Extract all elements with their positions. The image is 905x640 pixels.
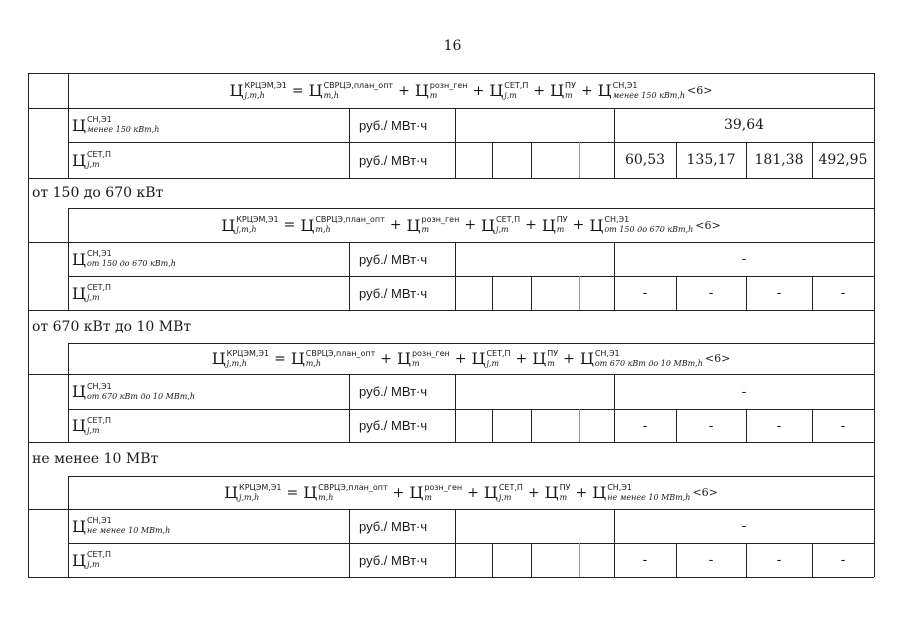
symbol-scripts <box>607 484 690 502</box>
price-symbol: Ц <box>72 283 86 303</box>
symbol-scripts <box>412 350 450 368</box>
col-divider <box>531 543 532 577</box>
price-symbol: Ц <box>481 215 495 235</box>
symbol-scripts <box>595 350 703 368</box>
superscript: СЕТ,П <box>496 215 521 224</box>
price-symbol: Ц <box>409 483 424 502</box>
symbol-scripts <box>87 417 111 435</box>
col-divider <box>531 142 532 178</box>
formula-term <box>300 216 384 235</box>
superscript: ПУ <box>556 215 568 224</box>
value-cell: 135,17 <box>686 152 736 168</box>
subscript: j,m <box>496 225 509 234</box>
symbol-scripts <box>315 216 385 234</box>
price-symbol: Ц <box>397 349 411 368</box>
formula-row <box>68 73 874 108</box>
price-symbol: Ц <box>72 249 86 269</box>
subscript: m,h <box>318 492 334 502</box>
plus-sign: + <box>467 484 479 501</box>
price-symbol: Ц <box>224 483 239 502</box>
symbol-scripts <box>486 350 510 368</box>
col-divider <box>579 276 580 310</box>
plus-sign: + <box>525 217 537 233</box>
superscript: СН,Э1 <box>607 482 633 492</box>
footnote-ref: <6> <box>704 352 731 365</box>
equals-sign: = <box>274 350 286 367</box>
symbol-scripts <box>565 82 576 100</box>
superscript: розн_ген <box>424 482 463 492</box>
subscript: j,m <box>498 492 512 502</box>
unit-cell: руб./ МВт·ч <box>359 518 428 534</box>
equals-sign: = <box>291 82 304 99</box>
symbol-scripts <box>87 517 170 535</box>
value-cell: 60,53 <box>624 152 666 168</box>
symbol-scripts <box>318 484 388 502</box>
formula-term <box>303 483 387 502</box>
plus-sign: + <box>464 217 477 233</box>
plus-sign: + <box>527 484 540 501</box>
row-label-sn <box>68 108 353 142</box>
value-cell: - <box>776 285 782 301</box>
superscript: ПУ <box>559 482 571 492</box>
page-number: 16 <box>443 38 462 54</box>
symbol-scripts <box>499 484 523 502</box>
formula-term <box>592 483 690 502</box>
subscript: не менее 10 МВт,h <box>607 492 691 502</box>
formula-term <box>407 216 460 235</box>
formula-lhs <box>224 483 281 502</box>
superscript: СН,Э1 <box>86 249 112 258</box>
col-divider <box>531 276 532 310</box>
symbol-scripts <box>87 151 111 169</box>
col-divider <box>492 276 493 310</box>
formula-term <box>472 349 511 368</box>
formula-term <box>589 216 693 235</box>
label-symbol <box>72 382 195 401</box>
symbol-scripts <box>547 350 558 368</box>
tariff-table <box>28 73 874 577</box>
symbol-scripts <box>324 82 394 100</box>
subscript: от 150 до 670 кВт,h <box>604 225 694 234</box>
price-symbol: Ц <box>72 150 86 170</box>
equals-sign: = <box>286 484 299 501</box>
subscript: от 670 кВт до 10 МВт,h <box>86 391 195 401</box>
symbol-scripts <box>227 350 269 368</box>
symbol-scripts <box>430 82 468 100</box>
formula-term <box>291 349 375 368</box>
value-cell: - <box>642 417 648 434</box>
subscript: j,m <box>486 358 500 368</box>
value-cell: - <box>708 552 714 568</box>
footnote-ref: <6> <box>687 84 713 97</box>
price-symbol: Ц <box>532 349 547 368</box>
value-cell: 492,95 <box>818 152 868 168</box>
price-symbol: Ц <box>72 115 86 135</box>
formula-term <box>545 483 571 502</box>
subscript: j,m,h <box>236 225 257 234</box>
subscript: m,h <box>315 225 331 234</box>
symbol-scripts <box>306 350 376 368</box>
label-symbol <box>72 116 159 135</box>
price-symbol: Ц <box>471 349 486 368</box>
superscript: СН,Э1 <box>604 215 630 224</box>
plus-sign: + <box>575 484 588 501</box>
row-label-set <box>68 543 353 577</box>
row-label-sn <box>68 509 353 543</box>
subscript: j,m,h <box>239 492 260 502</box>
value-cell: - <box>776 417 782 434</box>
price-symbol: Ц <box>211 349 226 368</box>
value-cell: - <box>840 285 846 301</box>
unit-cell: руб./ МВт·ч <box>359 552 428 568</box>
subscript: j,m <box>86 160 100 169</box>
symbol-scripts <box>87 116 159 134</box>
price-symbol: Ц <box>483 483 498 502</box>
label-symbol <box>72 551 111 570</box>
price-symbol: Ц <box>589 215 604 235</box>
formula-lhs <box>230 81 287 100</box>
superscript: СЕТ,П <box>86 415 112 425</box>
merged-value: 39,64 <box>723 117 765 133</box>
label-symbol <box>72 416 111 435</box>
symbol-scripts <box>87 383 195 401</box>
superscript: розн_ген <box>411 348 450 358</box>
footnote-ref: <6> <box>692 486 718 499</box>
plus-sign: + <box>398 82 410 99</box>
col-divider <box>579 142 580 178</box>
subscript: m <box>547 358 555 368</box>
label-symbol <box>72 250 176 269</box>
superscript: СН,Э1 <box>86 381 112 391</box>
equals-sign: = <box>283 217 296 233</box>
symbol-scripts <box>87 284 111 302</box>
col-divider <box>492 142 493 178</box>
formula-term <box>309 81 393 100</box>
formula-term <box>481 216 520 235</box>
symbol-scripts <box>236 216 278 234</box>
superscript: СВРЦЭ,план_опт <box>315 215 385 224</box>
formula-term <box>542 216 568 235</box>
formula-term <box>415 81 468 100</box>
unit-cell: руб./ МВт·ч <box>359 152 428 168</box>
symbol-scripts <box>424 484 462 502</box>
price-symbol: Ц <box>579 349 594 368</box>
subscript: m,h <box>323 90 339 100</box>
superscript: СВРЦЭ,план_опт <box>305 348 376 358</box>
price-symbol: Ц <box>544 483 559 502</box>
subscript: j,m,h <box>226 358 247 368</box>
plus-sign: + <box>563 350 575 367</box>
value-cell: - <box>642 552 648 568</box>
subscript: m <box>559 492 568 502</box>
plus-sign: + <box>392 484 405 501</box>
row-label-set <box>68 276 353 310</box>
symbol-scripts <box>87 250 176 268</box>
price-symbol: Ц <box>290 349 305 368</box>
superscript: СВРЦЭ,план_опт <box>323 80 394 90</box>
subscript: не менее 10 МВт,h <box>86 526 171 535</box>
symbol-scripts <box>244 82 286 100</box>
symbol-scripts <box>504 82 528 100</box>
formula-row <box>68 343 874 374</box>
symbol-scripts <box>613 82 685 100</box>
superscript: СЕТ,П <box>86 150 112 159</box>
col-divider <box>531 409 532 442</box>
subscript: менее 150 кВт,h <box>612 90 686 100</box>
unit-cell: руб./ МВт·ч <box>359 117 428 133</box>
symbol-scripts <box>604 216 693 234</box>
plus-sign: + <box>380 350 392 367</box>
plus-sign: + <box>515 350 528 367</box>
label-symbol <box>72 151 111 170</box>
price-symbol: Ц <box>303 483 318 502</box>
formula-term <box>550 81 576 100</box>
symbol-scripts <box>560 484 571 502</box>
superscript: КРЦЭМ,Э1 <box>226 348 270 358</box>
symbol-scripts <box>557 216 568 234</box>
superscript: ПУ <box>547 348 559 358</box>
price-symbol: Ц <box>550 81 565 100</box>
plus-sign: + <box>533 82 546 99</box>
value-cell: - <box>840 552 846 568</box>
col-divider <box>579 543 580 577</box>
unit-cell: руб./ МВт·ч <box>359 384 428 399</box>
symbol-scripts <box>239 484 281 502</box>
value-cell: - <box>642 285 648 301</box>
merged-value: - <box>741 251 747 267</box>
subscript: m <box>556 225 565 234</box>
value-cell: - <box>840 417 846 434</box>
superscript: СЕТ,П <box>486 348 511 358</box>
symbol-scripts <box>87 551 111 569</box>
formula-row <box>68 208 874 242</box>
superscript: СЕТ,П <box>86 550 112 559</box>
price-symbol: Ц <box>592 483 607 502</box>
unit-cell: руб./ МВт·ч <box>359 251 428 267</box>
formula-lhs <box>212 349 269 368</box>
superscript: КРЦЭМ,Э1 <box>236 215 279 224</box>
subscript: m <box>411 358 420 368</box>
price-symbol: Ц <box>406 215 421 235</box>
section-label: не менее 10 МВт <box>32 451 159 467</box>
unit-cell: руб./ МВт·ч <box>359 418 428 433</box>
merged-value: - <box>741 383 747 400</box>
subscript: j,m <box>86 425 100 435</box>
superscript: розн_ген <box>429 80 468 90</box>
subscript: от 670 кВт до 10 МВт,h <box>594 358 703 368</box>
price-symbol: Ц <box>308 81 323 100</box>
value-cell: - <box>708 285 714 301</box>
subscript: j,m <box>86 560 100 569</box>
subscript: менее 150 кВт,h <box>86 125 160 134</box>
formula-row <box>68 476 874 509</box>
section-label: от 150 до 670 кВт <box>32 185 164 201</box>
plus-sign: + <box>389 217 402 233</box>
superscript: СЕТ,П <box>504 80 529 90</box>
merged-value: - <box>741 518 747 534</box>
symbol-scripts <box>496 216 520 234</box>
plus-sign: + <box>472 82 485 99</box>
price-symbol: Ц <box>229 81 244 100</box>
row-label-set <box>68 409 353 442</box>
superscript: КРЦЭМ,Э1 <box>244 80 287 90</box>
value-cell: - <box>776 552 782 568</box>
price-symbol: Ц <box>72 382 86 401</box>
unit-cell: руб./ МВт·ч <box>359 285 428 301</box>
price-symbol: Ц <box>414 81 429 100</box>
superscript: СН,Э1 <box>86 516 112 525</box>
formula-term <box>532 349 558 368</box>
row-label-set <box>68 142 353 178</box>
plus-sign: + <box>454 350 467 367</box>
superscript: СЕТ,П <box>498 482 523 492</box>
superscript: СН,Э1 <box>86 115 112 124</box>
formula-term <box>484 483 523 502</box>
symbol-scripts <box>422 216 460 234</box>
subscript: j,m,h <box>244 90 265 100</box>
formula-term <box>397 349 450 368</box>
superscript: СН,Э1 <box>594 348 620 358</box>
label-symbol <box>72 284 111 303</box>
price-symbol: Ц <box>489 81 504 100</box>
subscript: от 150 до 670 кВт,h <box>86 259 176 268</box>
price-symbol: Ц <box>541 215 556 235</box>
superscript: СН,Э1 <box>612 80 638 90</box>
col-divider <box>492 409 493 442</box>
plus-sign: + <box>580 82 593 99</box>
plus-sign: + <box>572 217 585 233</box>
formula-lhs <box>221 216 278 235</box>
superscript: ПУ <box>565 80 576 90</box>
price-symbol: Ц <box>72 516 86 536</box>
section-label: от 670 кВт до 10 МВт <box>32 318 192 335</box>
superscript: СЕТ,П <box>86 283 112 292</box>
subscript: m <box>421 225 430 234</box>
col-divider <box>492 543 493 577</box>
superscript: розн_ген <box>421 215 460 224</box>
price-symbol: Ц <box>72 550 86 570</box>
formula-term <box>409 483 462 502</box>
footnote-ref: <6> <box>695 218 721 232</box>
price-symbol: Ц <box>300 215 315 235</box>
value-cell: - <box>708 417 714 434</box>
table-bottom-border <box>28 577 874 578</box>
subscript: m <box>424 492 432 502</box>
superscript: СВРЦЭ,план_опт <box>318 482 388 492</box>
formula-term <box>489 81 528 100</box>
subscript: j,m <box>504 90 517 100</box>
formula-term <box>598 81 685 100</box>
superscript: КРЦЭМ,Э1 <box>239 482 282 492</box>
row-label-sn <box>68 374 353 409</box>
row-label-sn <box>68 242 353 276</box>
subscript: m,h <box>305 358 322 368</box>
subscript: j,m <box>86 293 100 302</box>
price-symbol: Ц <box>597 81 612 100</box>
formula-term <box>580 349 703 368</box>
price-symbol: Ц <box>72 416 86 435</box>
price-symbol: Ц <box>221 215 236 235</box>
value-cell: 181,38 <box>754 152 804 168</box>
label-symbol <box>72 517 170 536</box>
subscript: m <box>429 90 438 100</box>
col-divider <box>579 409 580 442</box>
subscript: m <box>565 90 573 100</box>
